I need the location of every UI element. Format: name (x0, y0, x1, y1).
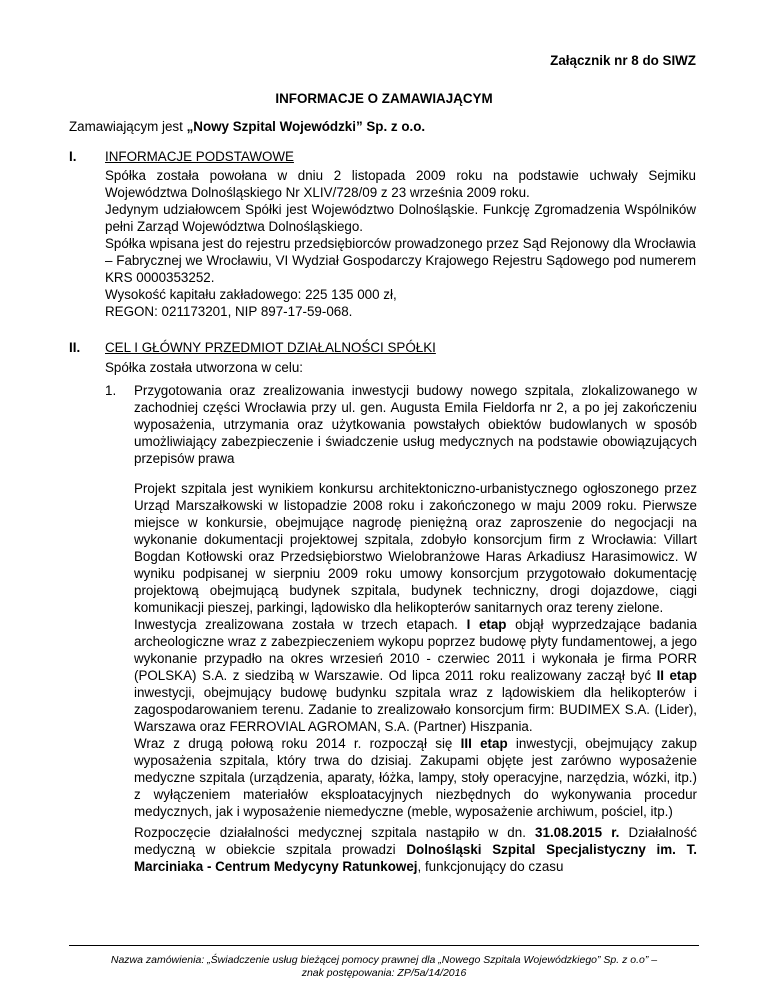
attachment-label: Załącznik nr 8 do SIWZ (550, 53, 696, 68)
section1-paragraph: Spółka wpisana jest do rejestru przedsiębiorców prowadzonego przez Sąd Rejonowy dla Wrocławia – Fabrycznej we Wrocławiu, VI Wydział Gospodarczy Krajowego Rejestru Sądowego pod numerem KRS 0000353252. (105, 236, 696, 285)
stage2-label: II etap (656, 668, 697, 683)
start-paragraph (134, 824, 697, 875)
text-run: inwestycji, obejmujący budowę budynku szpitala wraz z lądowiskiem dla helikopterów i zagospodarowaniem terenu. Zadanie to zrealizowało konsorcjum firm: BUDIMEX S.A. (Lider), Warszawa oraz FERROVIAL AGROMAN, S.A. (Partner) Hiszpania. (134, 685, 697, 734)
section2-number: II. (69, 340, 81, 355)
stages-paragraph (134, 616, 697, 735)
text-run: Rozpoczęcie działalności medycznej szpitala nastąpiło w dn. (134, 825, 536, 840)
page-footer (69, 954, 699, 980)
intro-company-name: „Nowy Szpital Wojewódzki” Sp. z o.o. (186, 119, 426, 134)
text-run: objął wyprzedzające badania archeologiczne wraz z zabezpieczeniem wykopu poprzez budowę płyty fundamentowej, a jego wykonanie przypadło na okres wrzesień 2010 - czerwiec 2011 i wykonała je firma PORR (POLSKA) S.A. z siedzibą w Warszawie. Od lipca 2011 roku realizowany zaczął być (134, 617, 697, 683)
text-run: inwestycji, obejmujący zakup wyposażenia szpitala, który trwa do dzisiaj. Zakupami objęte jest zarówno wyposażenie medyczne szpitala (urządzenia, aparaty, łóżka, lampy, stoły operacyjne, narzędzia, wózki, itp.) z wyłączeniem materiałów eksploatacyjnych niezbędnych do wykonywania procedur medycznych, jak i wyposażenie niemedyczne (meble, wyposażenie archiwum, pościel, itp.) (134, 736, 697, 819)
hospital-name: Dolnośląski Szpital Specjalistyczny im. T. Marciniaka - Centrum Medycyny Ratunkowej (134, 842, 697, 874)
text-run: Działalność medyczną w obiekcie szpitala prowadzi (134, 825, 697, 857)
stage3-label: III etap (460, 736, 508, 751)
section2-lead: Spółka została utworzona w celu: (105, 360, 303, 375)
text-run: Wraz z drugą połową roku 2014 r. rozpoczął się (134, 736, 461, 751)
section1-number: I. (69, 149, 77, 164)
start-date: 31.08.2015 r. (535, 825, 620, 840)
footer-line-1: Nazwa zamówienia: „Świadczenie usług bieżącej pomocy prawnej dla „Nowego Szpitala Wojewódzkiego” Sp. z o.o” – (110, 954, 658, 966)
list-item-paragraph: Przygotowania oraz zrealizowania inwestycji budowy nowego szpitala, zlokalizowanego w zachodniej części Wrocławia przy ul. gen. Augusta Emila Fieldorfa nr 2, a po jej zakończeniu wyposażenia, utrzymania oraz użytkowania powstałych obiektów budowlanych w sposób umożliwiający zabezpieczenie i świadczenie usług medycznych na podstawie obowiązujących przepisów prawa (134, 383, 697, 466)
section1-paragraph: Spółka została powołana w dniu 2 listopada 2009 roku na podstawie uchwały Sejmiku Województwa Dolnośląskiego Nr XLIV/728/09 z 23 września 2009 roku. (105, 168, 696, 200)
section2-heading: CEL I GŁÓWNY PRZEDMIOT DZIAŁALNOŚCI SPÓŁKI (105, 340, 436, 355)
intro-line (69, 118, 425, 135)
document-title: INFORMACJE O ZAMAWIAJĄCYM (275, 91, 493, 106)
section1-paragraph: REGON: 021173201, NIP 897-17-59-068. (105, 304, 353, 319)
footer-divider (69, 945, 699, 946)
footer-line-2: znak postępowania: ZP/5a/14/2016 (301, 967, 467, 979)
section1-paragraph: Jedynym udziałowcem Spółki jest Województwo Dolnośląskie. Funkcję Zgromadzenia Wspólników pełni Zarząd Województwa Dolnośląskiego. (105, 202, 696, 234)
text-run: , funkcjonujący do czasu (417, 859, 564, 874)
stage3-paragraph (134, 735, 697, 820)
list-item-number: 1. (105, 383, 117, 398)
list-item-text (134, 382, 697, 467)
stage1-label: I etap (466, 617, 507, 632)
section1-heading: INFORMACJE PODSTAWOWE (105, 149, 294, 164)
section1-paragraph: Wysokość kapitału zakładowego: 225 135 000 zł, (105, 287, 397, 302)
project-description (134, 480, 697, 875)
section1-body (105, 167, 696, 320)
project-paragraph: Projekt szpitala jest wynikiem konkursu architektoniczno-urbanistycznego ogłoszonego przez Urząd Marszałkowski w listopadzie 2008 roku i zakończonego w maju 2009 roku. Pierwsze miejsce w konkursie, obejmujące nagrodę pieniężną oraz zaproszenie do negocjacji na wykonanie dokumentacji projektowej szpitala, zdobyło konsorcjum firm z Wrocławia: Villart Bogdan Kotłowski oraz Przedsiębiorstwo Wielobranżowe Haras Arkadiusz Harasimowicz. W wyniku podpisanej w sierpniu 2009 roku umowy konsorcjum przygotowało dokumentację projektową obejmującą budynek szpitala, budynek techniczny, drogi dojazdowe, ciągi komunikacji pieszej, parkingi, lądowisko dla helikopterów sanitarnych oraz tereny zielone. (134, 481, 697, 615)
intro-prefix: Zamawiającym jest (69, 119, 187, 134)
text-run: Inwestycja zrealizowana została w trzech etapach. (134, 617, 467, 632)
